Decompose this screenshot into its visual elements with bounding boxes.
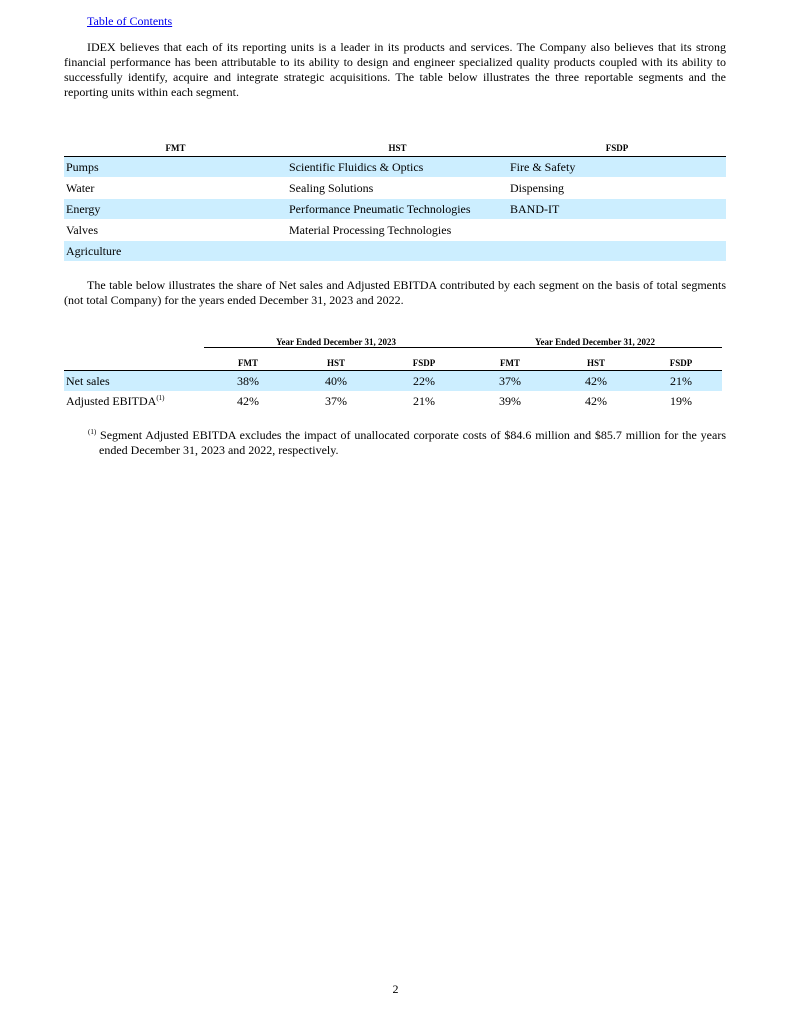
table-cell: Pumps bbox=[64, 157, 287, 178]
header-fsdp: FSDP bbox=[508, 137, 726, 157]
table-cell bbox=[508, 220, 726, 241]
row-label bbox=[64, 391, 204, 411]
table-cell: 42% bbox=[552, 371, 640, 392]
table-cell: BAND-IT bbox=[508, 199, 726, 220]
footnote-marker: (1) bbox=[88, 428, 97, 436]
header-fmt: FMT bbox=[64, 137, 287, 157]
header-hst: HST bbox=[287, 137, 508, 157]
table-of-contents-link[interactable]: Table of Contents bbox=[87, 14, 173, 28]
row-label-text: Adjusted EBITDA bbox=[66, 393, 157, 408]
share-paragraph: The table below illustrates the share of Net sales and Adjusted EBITDA contributed by each segment on the basis of total segments (not total Company) for the years ended December 31, 2023 and 2022. bbox=[64, 278, 726, 307]
col-header-fsdp-2023: FSDP bbox=[380, 348, 468, 371]
year-header-2023: Year Ended December 31, 2023 bbox=[204, 333, 468, 348]
table-row bbox=[64, 241, 726, 262]
table-cell: Valves bbox=[64, 220, 287, 241]
table-cell: 22% bbox=[380, 371, 468, 392]
table-cell: 39% bbox=[499, 393, 521, 408]
table-row bbox=[64, 220, 726, 241]
table-cell: 42% bbox=[585, 393, 607, 408]
footnote-text: Segment Adjusted EBITDA excludes the impact of unallocated corporate costs of $84.6 million and $85.7 million for the years ended December 31, 2023 and 2022, respectively. bbox=[96, 428, 726, 457]
table-cell: 37% bbox=[325, 393, 347, 408]
table-row bbox=[64, 178, 726, 199]
table-cell: Agriculture bbox=[64, 241, 287, 262]
segments-table bbox=[64, 137, 726, 262]
page-number: 2 bbox=[392, 982, 399, 996]
table-cell: 21% bbox=[413, 393, 435, 408]
year-header-2022: Year Ended December 31, 2022 bbox=[468, 333, 722, 348]
col-header-hst-2023: HST bbox=[292, 348, 380, 371]
table-cell: 19% bbox=[670, 393, 692, 408]
col-header-fmt-2023: FMT bbox=[204, 348, 292, 371]
segment-share-table bbox=[64, 333, 722, 411]
footnote bbox=[88, 428, 726, 458]
table-cell: Dispensing bbox=[508, 178, 726, 199]
table-cell: Energy bbox=[64, 199, 287, 220]
year-header-row bbox=[64, 333, 722, 348]
table-cell: 42% bbox=[237, 393, 259, 408]
table-cell bbox=[287, 241, 508, 262]
col-header-fmt-2022: FMT bbox=[468, 348, 552, 371]
segments-header-row bbox=[64, 137, 726, 157]
table-cell: Performance Pneumatic Technologies bbox=[287, 199, 508, 220]
table-cell: Sealing Solutions bbox=[287, 178, 508, 199]
table-row-net-sales bbox=[64, 371, 722, 392]
col-header-hst-2022: HST bbox=[552, 348, 640, 371]
footnote-marker: (1) bbox=[156, 393, 165, 402]
table-cell: Water bbox=[64, 178, 287, 199]
table-cell bbox=[508, 241, 726, 262]
table-cell: 40% bbox=[292, 371, 380, 392]
table-row-adjusted-ebitda bbox=[64, 391, 722, 411]
table-cell: 21% bbox=[640, 371, 722, 392]
column-header-row bbox=[64, 348, 722, 371]
table-row bbox=[64, 199, 726, 220]
intro-paragraph: IDEX believes that each of its reporting units is a leader in its products and services. The Company also believes that its strong financial performance has been attributable to its ability to design and engineer specialized quality products coupled with its ability to successfully identify, acquire and integrate strategic acquisitions. The table below illustrates the three reportable segments and the reporting units within each segment. bbox=[64, 40, 726, 99]
table-cell: Scientific Fluidics & Optics bbox=[287, 157, 508, 178]
table-cell: 37% bbox=[468, 371, 552, 392]
table-cell: 38% bbox=[204, 371, 292, 392]
blank-header bbox=[64, 333, 204, 348]
col-header-fsdp-2022: FSDP bbox=[640, 348, 722, 371]
table-row bbox=[64, 157, 726, 178]
table-cell: Fire & Safety bbox=[508, 157, 726, 178]
table-cell: Material Processing Technologies bbox=[287, 220, 508, 241]
blank-header bbox=[64, 348, 204, 371]
row-label: Net sales bbox=[64, 371, 204, 392]
